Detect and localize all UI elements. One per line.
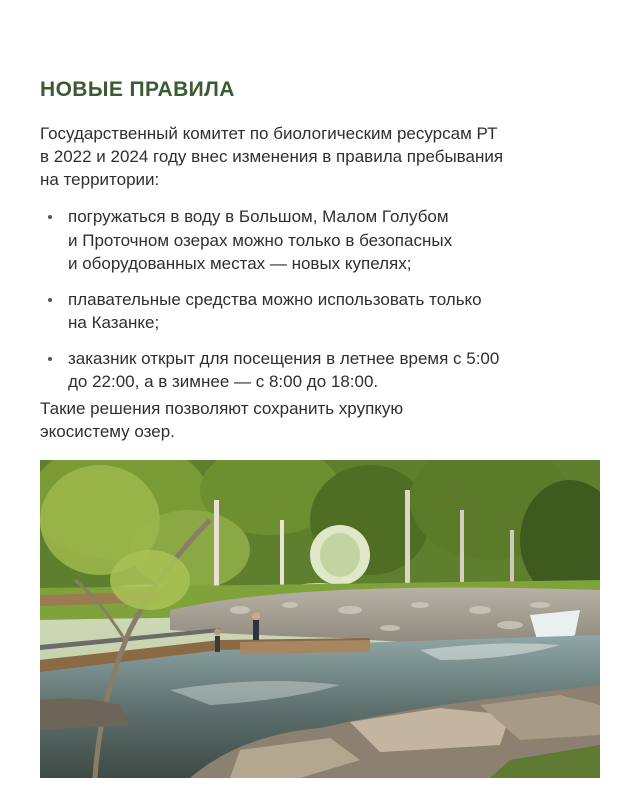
section-title: НОВЫЕ ПРАВИЛА — [40, 78, 235, 101]
closing-line: экосистему озер. — [40, 422, 175, 441]
rule-item-bathing — [44, 205, 584, 276]
bullet-dot-icon — [48, 298, 52, 302]
intro-line: на территории: — [40, 170, 160, 189]
rule-line: и Проточном озерах можно только в безопасных — [68, 230, 453, 250]
intro-paragraph — [40, 122, 600, 191]
intro-line: Государственный комитет по биологическим ресурсам РТ — [40, 124, 498, 143]
rule-line: погружаться в воду в Большом, Малом Голубом — [68, 207, 449, 226]
bullet-dot-icon — [48, 215, 52, 219]
closing-paragraph — [40, 397, 600, 443]
rule-item-boats — [44, 288, 584, 335]
rule-line: до 22:00, а в зимнее — с 8:00 до 18:00. — [68, 372, 379, 391]
closing-line: Такие решения позволяют сохранить хрупкую — [40, 399, 404, 418]
rule-item-hours — [44, 347, 584, 394]
rule-line: плавательные средства можно использовать только — [68, 289, 482, 309]
intro-line: в 2022 и 2024 году внес изменения в правила пребывания — [40, 147, 504, 166]
rule-line: заказник открыт для посещения в летнее время с 5:00 — [68, 348, 500, 368]
lake-photo — [40, 460, 600, 778]
rule-line: и оборудованных местах — новых купелях; — [68, 254, 412, 273]
rules-list — [44, 205, 584, 406]
bullet-dot-icon — [48, 357, 52, 361]
rule-line: на Казанке; — [68, 313, 160, 332]
